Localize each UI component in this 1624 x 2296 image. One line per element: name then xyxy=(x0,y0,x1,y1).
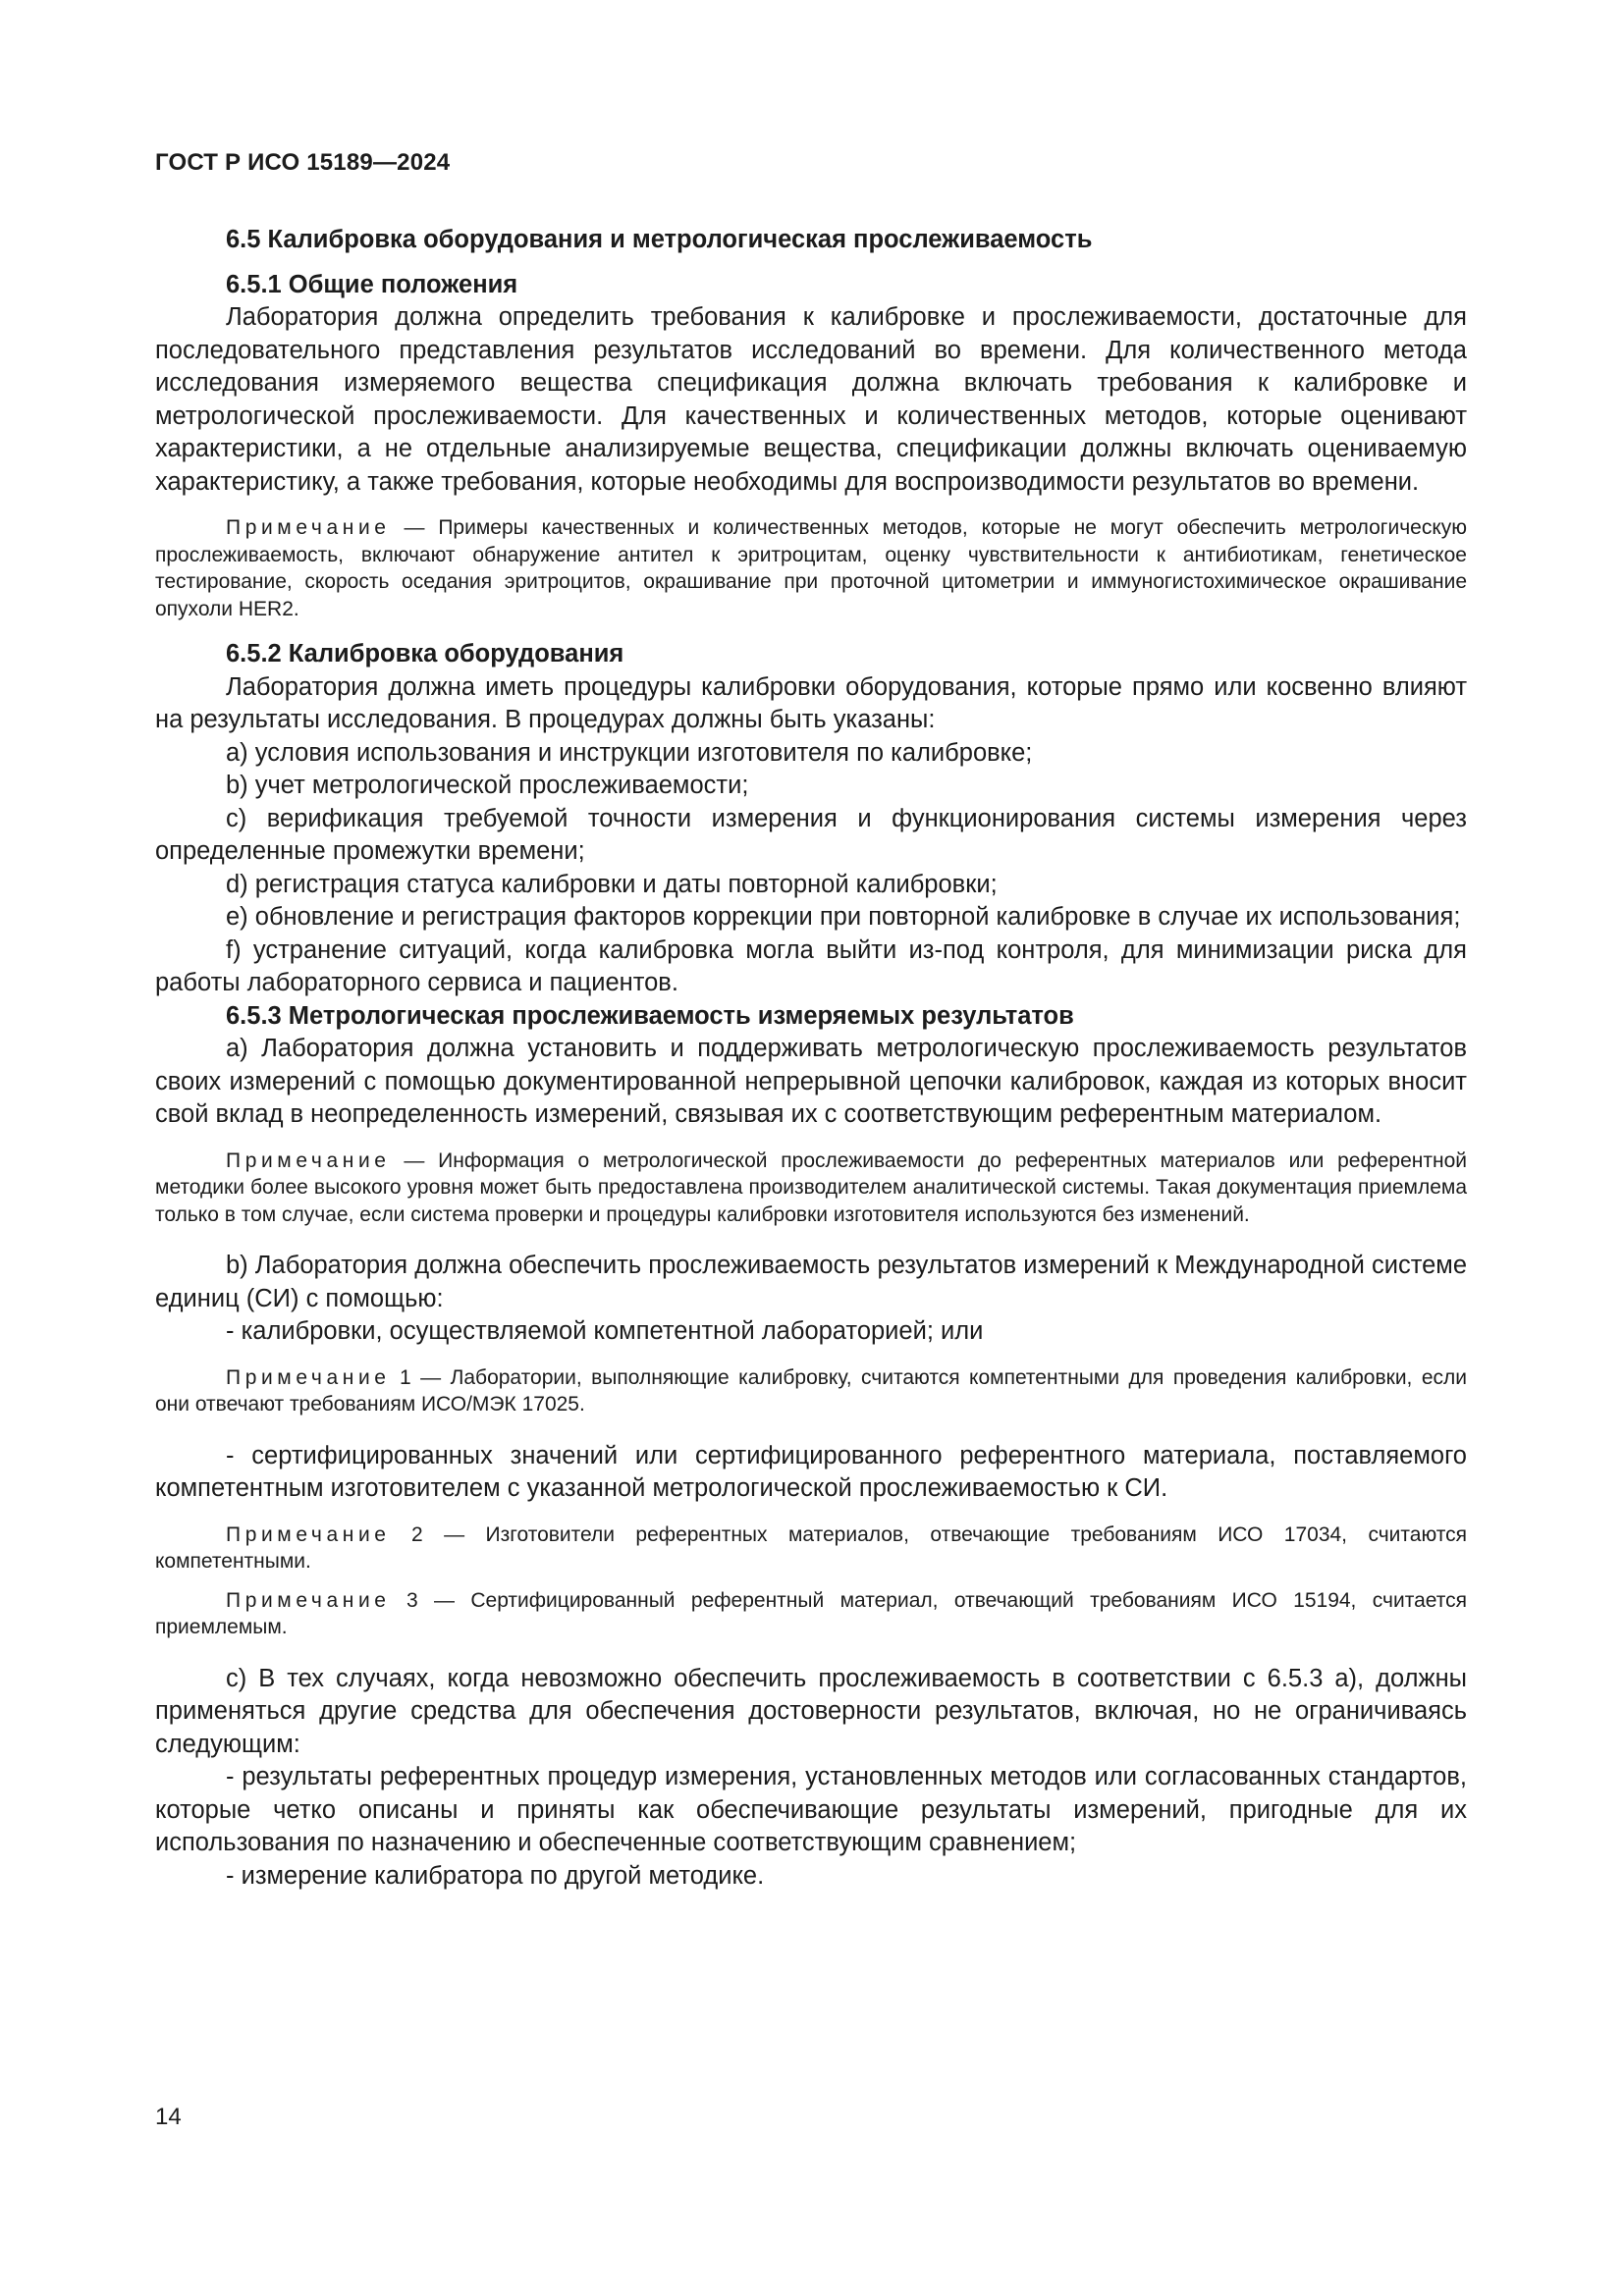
list-item-6-5-2-f: f) устранение ситуаций, когда калибровка могла выйти из-под контроля, для минимизации риска для работы лабораторного сервиса и пациентов. xyxy=(155,935,1467,996)
note-6-5-3-1 xyxy=(155,1364,1467,1418)
subsection-heading-6-5-3: 6.5.3 Метрологическая прослеживаемость измеряемых результатов xyxy=(226,1001,1074,1030)
note-text: 3 — Сертифицированный референтный материал, отвечающий требованиям ИСО 15194, считается приемлемым. xyxy=(155,1588,1467,1638)
list-item-6-5-2-c: c) верификация требуемой точности измерения и функционирования системы измерения через определенные промежутки времени; xyxy=(155,804,1467,865)
list-item-6-5-2-b: b) учет метрологической прослеживаемости; xyxy=(226,772,749,799)
note-text: — Информация о метрологической прослеживаемости до референтных материалов или референтной методики более высокого уровня может быть предоставлена производителем аналитической системы. Такая документация приемлема только в том случае, если система проверки и процедуры калибровки изготовителя используются без изменений. xyxy=(155,1148,1467,1226)
note-6-5-3-2 xyxy=(155,1522,1467,1575)
note-text: — Примеры качественных и количественных методов, которые не могут обеспечить метрологическую прослеживаемость, включают обнаружение антител к эритроцитам, оценку чувствительности к антибиотикам, генетическое тестирование, скорость оседания эритроцитов, окрашивание при проточной цитометрии и иммуногистохимическое окрашивание опухоли HER2. xyxy=(155,516,1467,620)
note-label: Примечание xyxy=(226,1588,391,1612)
list-dash-6-5-3-c-1: - результаты референтных процедур измерения, установленных методов или согласованных стандартов, которые четко описаны и приняты как обеспечивающие результаты измерений, пригодные для их использования по назначению и обеспеченные соответствующим сравнением; xyxy=(155,1763,1467,1856)
note-label: Примечание xyxy=(226,1522,391,1546)
subsection-heading-6-5-1: 6.5.1 Общие положения xyxy=(226,270,518,298)
note-label: Примечание xyxy=(226,1148,391,1172)
paragraph-6-5-3-c: c) В тех случаях, когда невозможно обеспечить прослеживаемость в соответствии с 6.5.3 a), должны применяться другие средства для обеспечения достоверности результатов, включая, но не ограничиваясь следующим: xyxy=(155,1664,1467,1758)
list-dash-6-5-3-b-1: - калибровки, осуществляемой компетентной лабораторией; или xyxy=(226,1317,984,1345)
paragraph-6-5-3-b: b) Лаборатория должна обеспечить прослеживаемость результатов измерений к Международной системе единиц (СИ) с помощью: xyxy=(155,1252,1467,1312)
note-6-5-1 xyxy=(155,514,1467,622)
subsection-heading-6-5-2: 6.5.2 Калибровка оборудования xyxy=(226,640,624,667)
list-item-6-5-2-d: d) регистрация статуса калибровки и даты повторной калибровки; xyxy=(226,870,998,898)
list-dash-6-5-3-b-2: - сертифицированных значений или сертифицированного референтного материала, поставляемого компетентным изготовителем с указанной метрологической прослеживаемостью к СИ. xyxy=(155,1441,1467,1502)
page-number: 14 xyxy=(155,2104,182,2130)
note-6-5-3-3 xyxy=(155,1587,1467,1641)
paragraph-6-5-1: Лаборатория должна определить требования к калибровке и прослеживаемости, достаточные для последовательного представления результатов исследований во времени. Для количественного метода исследования измеряемого вещества спецификация должна включать требования к калибровке и метрологической прослеживаемости. Для качественных и количественных методов, которые оценивают характеристики, а не отдельные анализируемые вещества, спецификации должны включать оцениваемую характеристику, а также требования, которые необходимы для воспроизводимости результатов во времени. xyxy=(155,303,1467,496)
note-label: Примечание xyxy=(226,1365,391,1389)
list-item-6-5-2-e: e) обновление и регистрация факторов коррекции при повторной калибровке в случае их использования; xyxy=(226,903,1461,931)
list-item-6-5-2-a: a) условия использования и инструкции изготовителя по калибровке; xyxy=(226,738,1033,767)
note-label: Примечание xyxy=(226,516,391,539)
note-6-5-3-a xyxy=(155,1148,1467,1229)
paragraph-6-5-3-a: a) Лаборатория должна установить и поддерживать метрологическую прослеживаемость результатов своих измерений с помощью документированной непрерывной цепочки калибровок, каждая из которых вносит свой вклад в неопределенность измерений, связывая их с соответствующим референтным материалом. xyxy=(155,1035,1467,1128)
section-heading-6-5: 6.5 Калибровка оборудования и метрологическая прослеживаемость xyxy=(226,226,1093,253)
paragraph-6-5-2-intro: Лаборатория должна иметь процедуры калибровки оборудования, которые прямо или косвенно влияют на результаты исследования. В процедурах должны быть указаны: xyxy=(155,672,1467,733)
note-text: 1 — Лаборатории, выполняющие калибровку, считаются компетентными для проведения калибровки, если они отвечают требованиям ИСО/МЭК 17025. xyxy=(155,1365,1467,1415)
page-content xyxy=(155,224,1467,1893)
list-dash-6-5-3-c-2: - измерение калибратора по другой методике. xyxy=(226,1861,765,1890)
document-code-header: ГОСТ Р ИСО 15189—2024 xyxy=(155,149,451,176)
note-text: 2 — Изготовители референтных материалов, отвечающие требованиям ИСО 17034, считаются компетентными. xyxy=(155,1522,1467,1573)
